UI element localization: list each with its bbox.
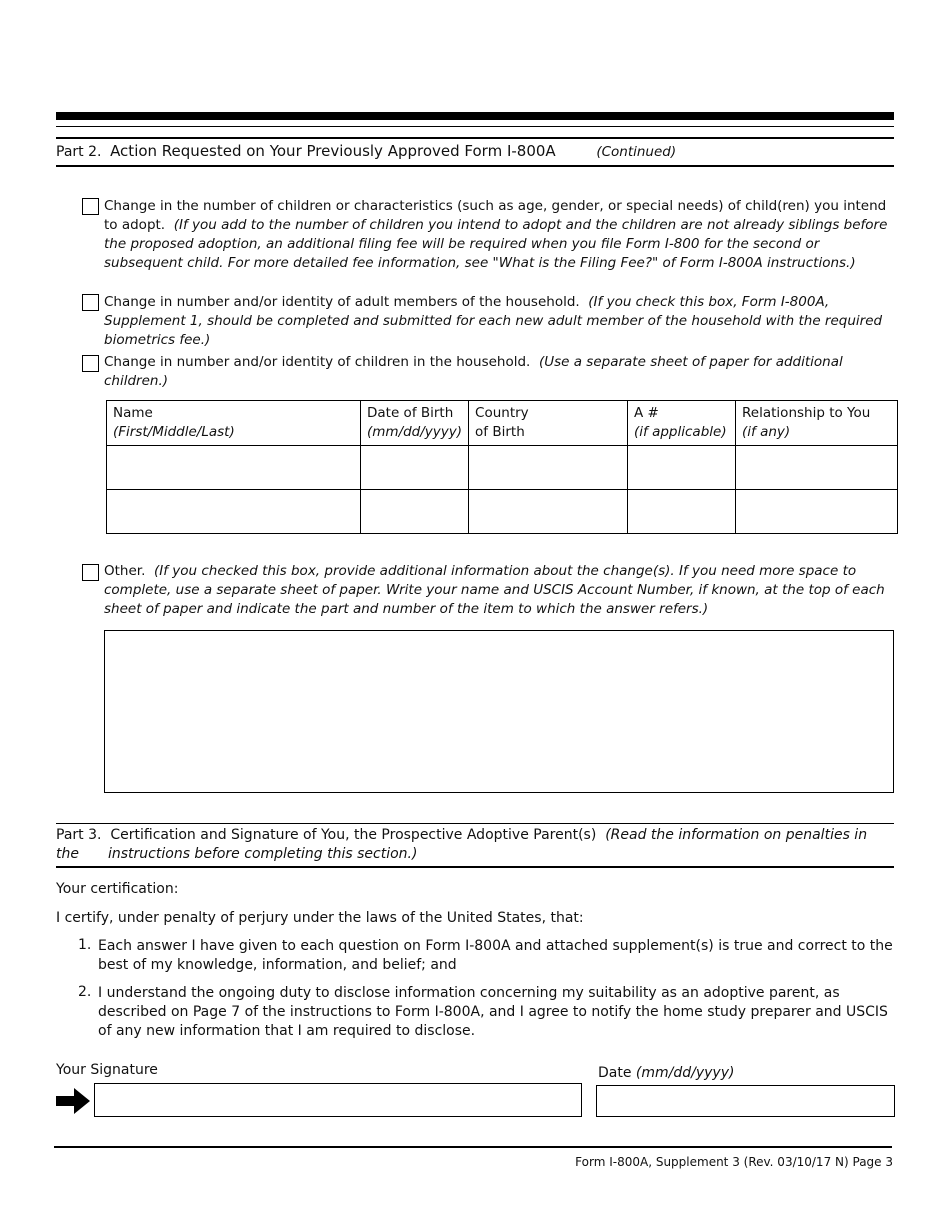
relationship-cell[interactable]: [736, 446, 898, 490]
cert-item-text: Each answer I have given to each question on Form I-800A and attached supplement(s) is true and correct to the best of my knowledge, information, and belief; and: [98, 938, 893, 973]
part3-note-line1: (Read the information on penalties in the: [56, 827, 868, 862]
dob-cell[interactable]: [361, 490, 469, 534]
table-row: [107, 446, 898, 490]
table-header-row: [107, 401, 898, 446]
part3-label: Part 3.: [56, 827, 102, 843]
country-cell[interactable]: [469, 490, 628, 534]
arrow-right-icon: [56, 1088, 90, 1114]
other-details-textarea[interactable]: [104, 630, 894, 793]
option-text: Change in number and/or identity of adult members of the household.: [104, 294, 580, 310]
part2-top-rule: [56, 137, 894, 139]
option-text: Other.: [104, 563, 146, 579]
option-text: Change in number and/or identity of children in the household.: [104, 354, 531, 370]
header-dob: Date of Birth (mm/dd/yyyy): [361, 401, 469, 446]
part2-heading: [56, 142, 894, 160]
cert-item-number: 1.: [78, 937, 92, 953]
part3-bottom-rule: [56, 866, 894, 868]
header-a-number: A # (if applicable): [628, 401, 736, 446]
option-change-household-children: [104, 353, 894, 391]
part2-bottom-rule: [56, 165, 894, 167]
option-note: (If you check this box, Form I-800A, Supplement 1, should be completed and submitted for each new adult member of the household with the required biometrics fee.): [104, 294, 883, 348]
part2-title: Action Requested on Your Previously Approved Form I-800A: [110, 142, 556, 160]
change-adults-checkbox[interactable]: [82, 294, 99, 311]
top-thick-bar: [56, 112, 894, 120]
option-note: (Use a separate sheet of paper for additional children.): [104, 354, 843, 389]
country-cell[interactable]: [469, 446, 628, 490]
part3-note-line2: instructions before completing this section.): [108, 846, 418, 862]
footer-rule: [54, 1146, 892, 1148]
part2-continued: (Continued): [596, 144, 677, 160]
a-number-cell[interactable]: [628, 490, 736, 534]
name-cell[interactable]: [107, 446, 361, 490]
change-children-checkbox[interactable]: [82, 198, 99, 215]
change-household-children-checkbox[interactable]: [82, 355, 99, 372]
dob-cell[interactable]: [361, 446, 469, 490]
footer-form-info: Form I-800A, Supplement 3 (Rev. 03/10/17 N) Page 3: [575, 1155, 893, 1169]
header-relationship: Relationship to You (if any): [736, 401, 898, 446]
header-country: Country of Birth: [469, 401, 628, 446]
table-row: [107, 490, 898, 534]
signature-field[interactable]: [94, 1083, 582, 1117]
cert-item-text: I understand the ongoing duty to disclose information concerning my suitability as an adoptive parent, as described on Page 7 of the instructions to Form I-800A, and I agree to notify the home study preparer and USCIS of any new information that I am required to disclose.: [98, 985, 888, 1039]
option-change-children: [104, 197, 894, 273]
option-note: (If you checked this box, provide additional information about the change(s). If you need more space to complete, use a separate sheet of paper. Write your name and USCIS Account Number, if known, at the top of each sheet of paper and indicate the part and number of the item to which the answer refers.): [104, 563, 885, 617]
date-field[interactable]: [596, 1085, 895, 1117]
a-number-cell[interactable]: [628, 446, 736, 490]
option-change-adults: [104, 293, 894, 350]
certification-intro: I certify, under penalty of perjury under the laws of the United States, that:: [56, 910, 584, 926]
option-other: [104, 562, 894, 619]
top-thin-rule: [56, 126, 894, 127]
part2-label: Part 2.: [56, 144, 102, 160]
name-cell[interactable]: [107, 490, 361, 534]
signature-label: Your Signature: [56, 1062, 158, 1078]
relationship-cell[interactable]: [736, 490, 898, 534]
date-format-hint: (mm/dd/yyyy): [635, 1065, 735, 1081]
header-name: Name (First/Middle/Last): [107, 401, 361, 446]
option-text: Change in the number of children or characteristics (such as age, gender, or special needs) of child(ren) you intend to adopt.: [104, 198, 887, 233]
part3-top-rule: [56, 823, 894, 824]
children-table: [106, 400, 898, 534]
part3-title: Certification and Signature of You, the Prospective Adoptive Parent(s): [110, 827, 597, 843]
cert-item-number: 2.: [78, 984, 92, 1000]
date-label: Date (mm/dd/yyyy): [598, 1065, 735, 1081]
your-certification-label: Your certification:: [56, 881, 179, 897]
other-checkbox[interactable]: [82, 564, 99, 581]
option-note: (If you add to the number of children you intend to adopt and the children are not already siblings before the proposed adoption, an additional filing fee will be required when you file Form I-800 for the second or subsequent child. For more detailed fee information, see "What is the Filing Fee?" of Form I-800A instructions.): [104, 217, 888, 271]
